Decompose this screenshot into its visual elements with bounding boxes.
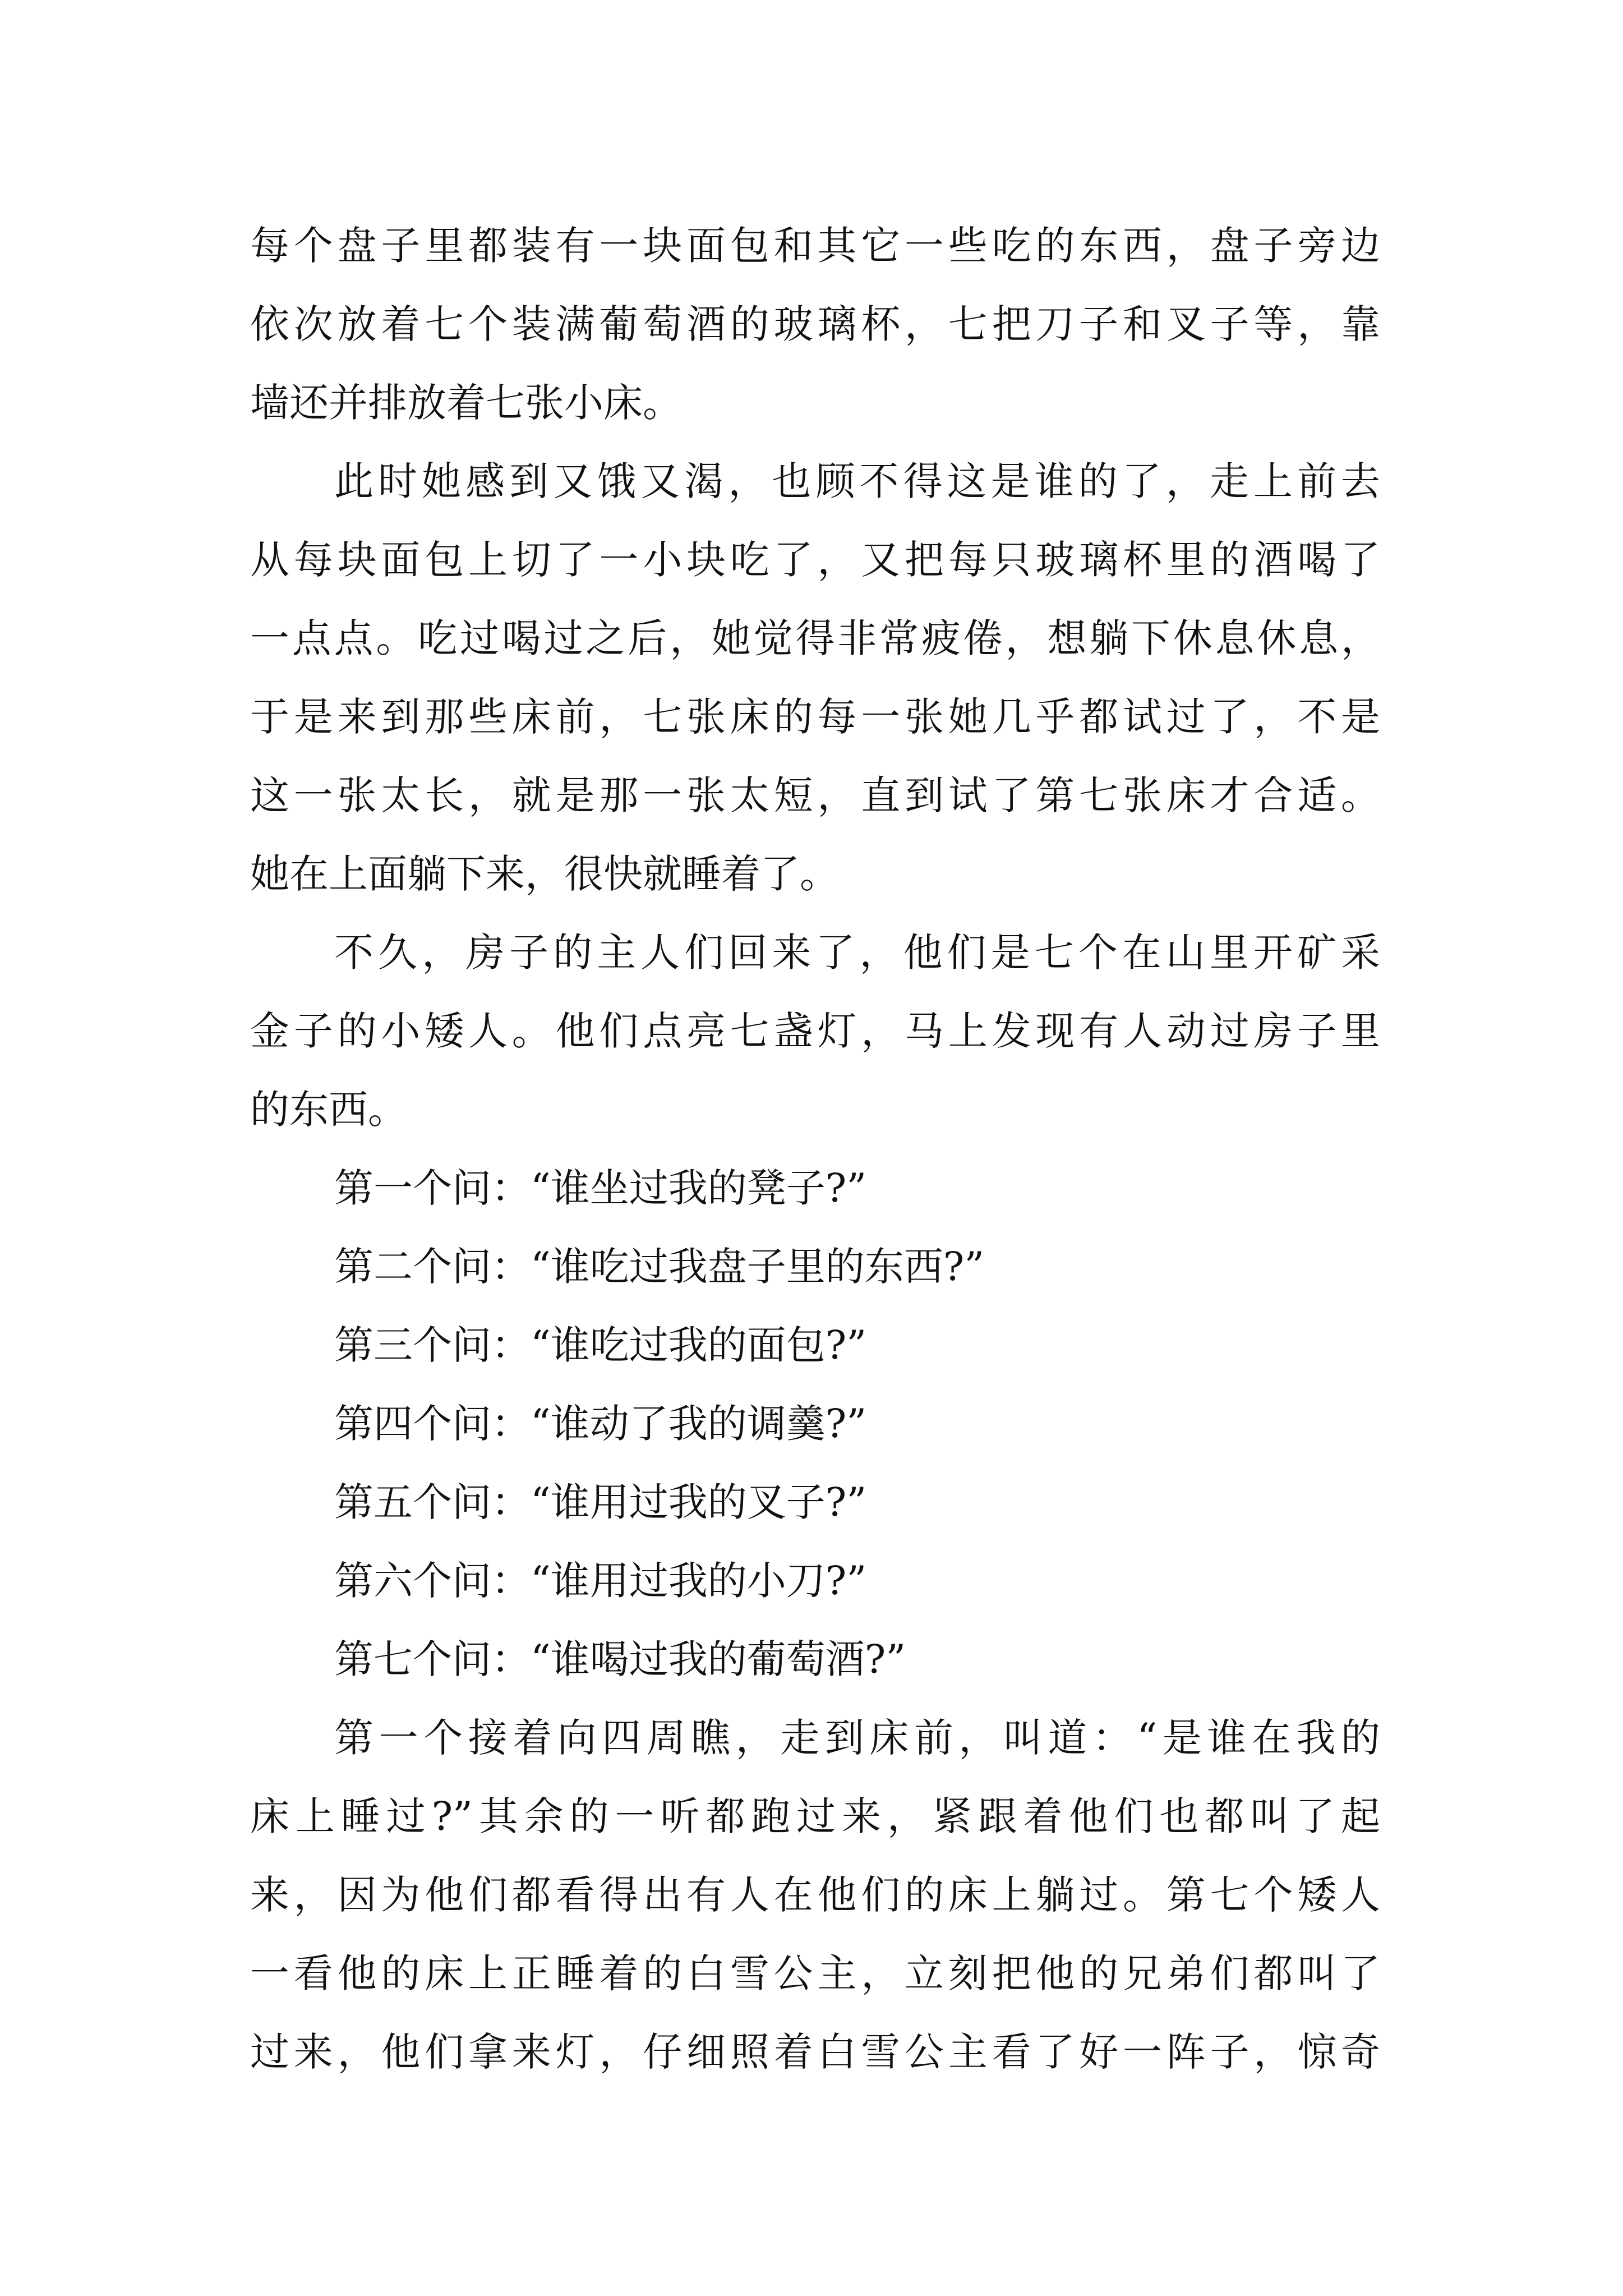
text-line: 此时她感到又饿又渴，也顾不得这是谁的了，走上前去 [334,458,1380,504]
text-line: 第三个问：“谁吃过我的面包?” [334,1322,867,1368]
text-line: 来，因为他们都看得出有人在他们的床上躺过。第七个矮人 [250,1872,1380,1918]
text-line: 不久，房子的主人们回来了，他们是七个在山里开矿采 [334,930,1380,976]
text-line: 一看他的床上正睡着的白雪公主，立刻把他的兄弟们都叫了 [250,1950,1380,1996]
text-line: 的东西。 [250,1087,407,1133]
text-line: 第一个接着向四周瞧，走到床前，叫道：“是谁在我的 [334,1715,1380,1761]
text-line: 过来，他们拿来灯，仔细照着白雪公主看了好一阵子，惊奇 [250,2029,1380,2075]
text-line: 这一张太长，就是那一张太短，直到试了第七张床才合适。 [250,772,1380,818]
text-line: 从每块面包上切了一小块吃了，又把每只玻璃杯里的酒喝了 [250,537,1380,583]
text-line: 于是来到那些床前，七张床的每一张她几乎都试过了，不是 [250,694,1380,740]
text-line: 第四个问：“谁动了我的调羹?” [334,1401,867,1447]
text-line: 床上睡过?”其余的一听都跑过来，紧跟着他们也都叫了起 [250,1793,1380,1839]
text-line: 第六个问：“谁用过我的小刀?” [334,1558,867,1604]
text-line: 她在上面躺下来，很快就睡着了。 [250,851,839,897]
text-line: 第七个问：“谁喝过我的葡萄酒?” [334,1636,906,1682]
text-line: 一点点。吃过喝过之后，她觉得非常疲倦，想躺下休息休息， [250,615,1380,661]
text-line: 每个盘子里都装有一块面包和其它一些吃的东西，盘子旁边 [250,223,1380,269]
document-body [250,206,1380,2091]
text-line: 金子的小矮人。他们点亮七盏灯，马上发现有人动过房子里 [250,1008,1380,1054]
text-line: 依次放着七个装满葡萄酒的玻璃杯，七把刀子和叉子等，靠 [250,301,1380,347]
text-line: 第五个问：“谁用过我的叉子?” [334,1479,867,1525]
text-line: 墙还并排放着七张小床。 [250,380,682,426]
text-line: 第一个问：“谁坐过我的凳子?” [334,1165,867,1211]
text-line: 第二个问：“谁吃过我盘子里的东西?” [334,1244,985,1290]
